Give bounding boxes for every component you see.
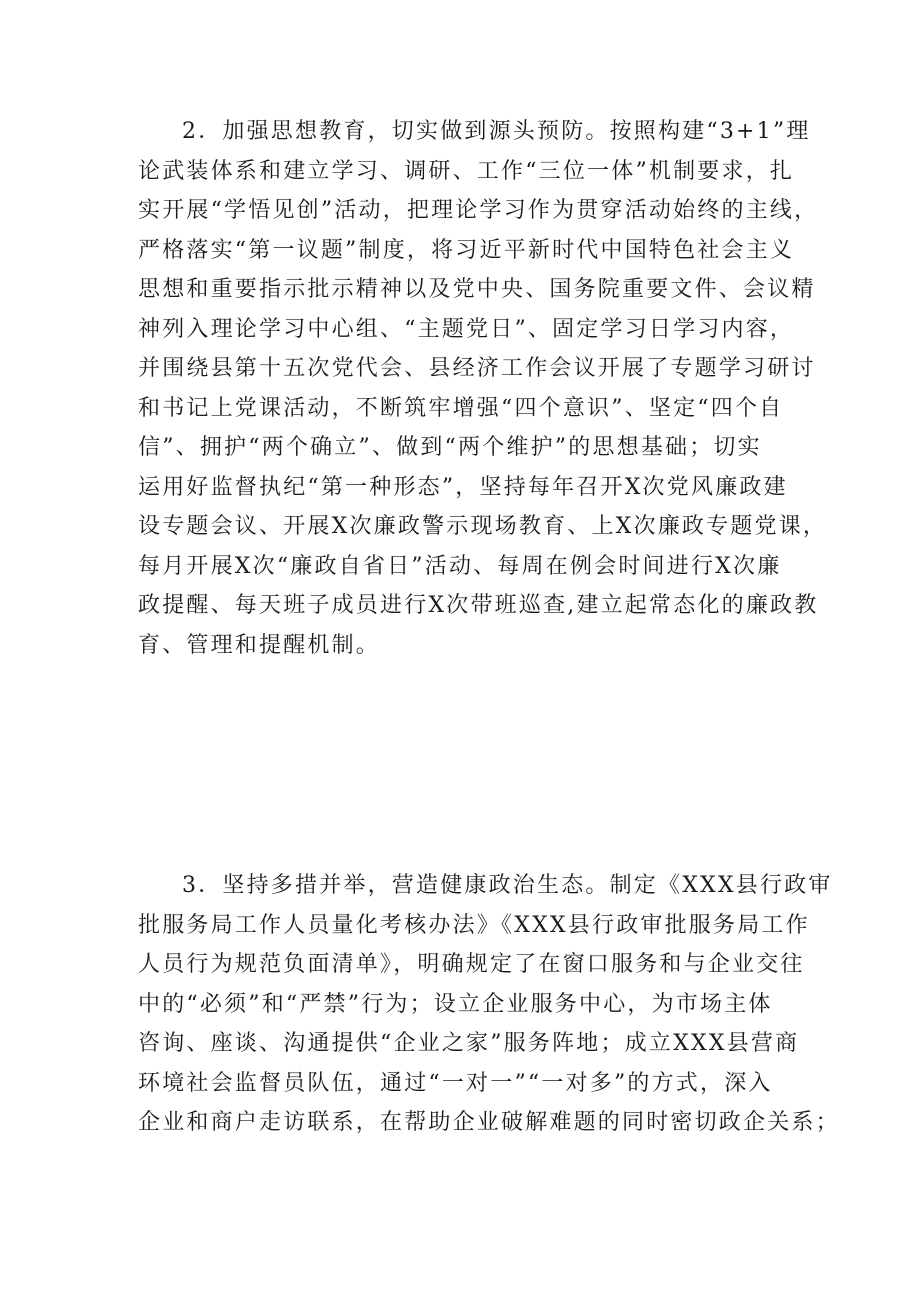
text-line: 和书记上党课活动，不断筑牢增强“四个意识”、坚定“四个自 [138, 395, 784, 421]
text-line: 政提醒、每天班子成员进行X次带班巡查,建立起常态化的廉政教 [138, 593, 819, 618]
text-line: 论武装体系和建立学习、调研、工作“三位一体”机制要求，扎 [138, 158, 795, 184]
text-line: 3．坚持多措并举，营造健康政治生态。制定《XXX县行政审 [182, 873, 833, 898]
text-line: 咨询、座谈、沟通提供“企业之家”服务阵地；成立XXX县营商 [138, 1031, 800, 1056]
text-line: 运用好监督执纪“第一种形态”，坚持每年召开X次党风廉政建 [138, 474, 788, 500]
text-line: 严格落实“第一议题”制度，将习近平新时代中国特色社会主义 [138, 237, 795, 263]
text-line: 实开展“学悟见创”活动，把理论学习作为贯穿活动始终的主线， [138, 198, 819, 223]
text-line: 企业和商户走访联系，在帮助企业破解难题的同时密切政企关系； [138, 1110, 840, 1135]
text-line: 设专题会议、开展X次廉政警示现场教育、上X次廉政专题党课， [138, 514, 828, 539]
text-line: 每月开展X次“廉政自省日”活动、每周在例会时间进行X次廉 [138, 553, 782, 579]
text-line: 中的“必须”和“严禁”行为；设立企业服务中心，为市场主体 [138, 991, 773, 1017]
text-line: 思想和重要指示批示精神以及党中央、国务院重要文件、会议精 [138, 277, 816, 302]
text-line: 神列入理论学习中心组、“主题党日”、固定学习日学习内容， [138, 316, 795, 342]
text-line: 信”、拥护“两个确立”、做到“两个维护”的思想基础；切实 [138, 435, 762, 460]
text-line: 环境社会监督员队伍，通过“一对一”“一对多”的方式，深入 [138, 1070, 773, 1096]
text-line: 人员行为规范负面清单》，明确规定了在窗口服务和与企业交往 [138, 952, 805, 977]
text-line: 育、管理和提醒机制。 [138, 632, 381, 658]
paragraph-2 [138, 112, 828, 665]
text-line: 2．加强思想教育，切实做到源头预防。按照构建“3+1”理 [182, 119, 811, 144]
paragraph-3 [138, 866, 840, 1143]
text-line: 批服务局工作人员量化考核办法》《XXX县行政审批服务局工作 [138, 912, 810, 938]
text-line: 并围绕县第十五次党代会、县经济工作会议开展了专题学习研讨 [138, 356, 816, 381]
